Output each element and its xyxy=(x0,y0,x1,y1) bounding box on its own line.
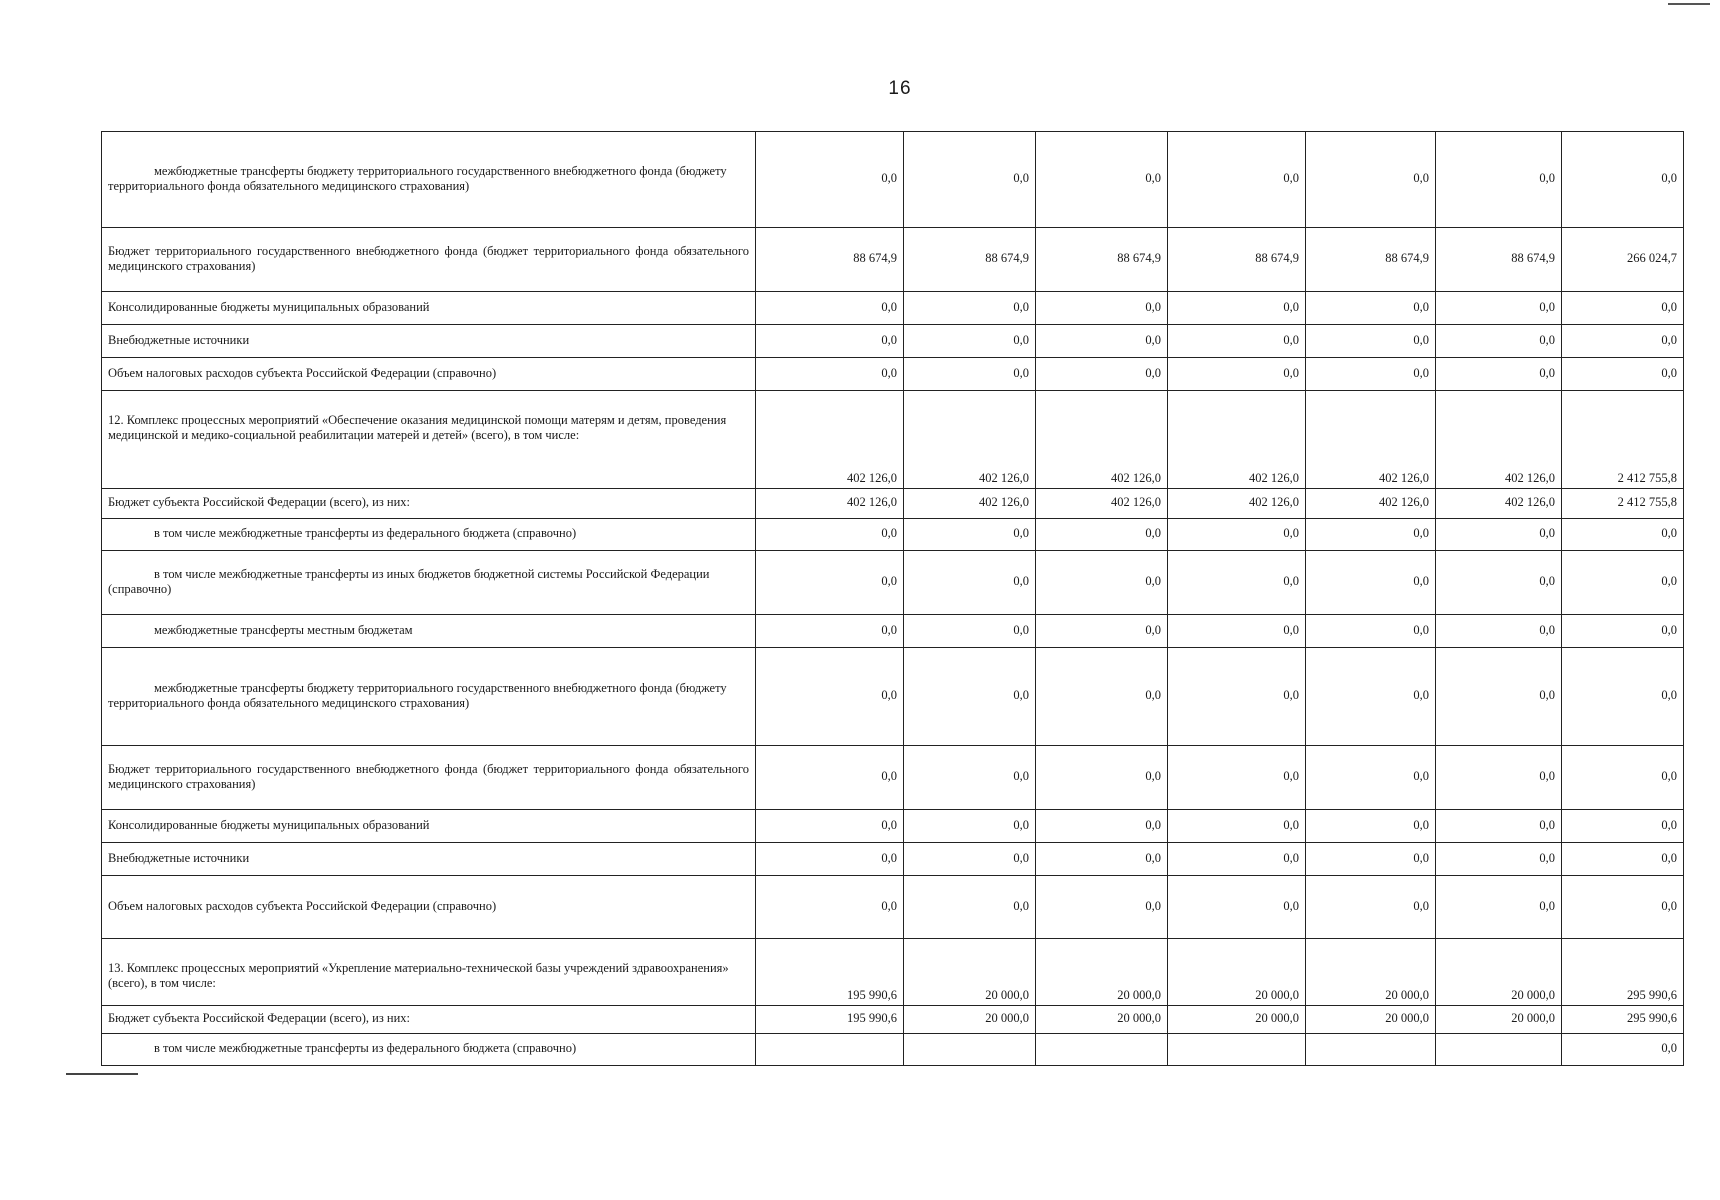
row-value: 0,0 xyxy=(1562,648,1684,746)
row-label: 13. Комплекс процессных мероприятий «Укрепление материально-технической базы учреждений здравоохранения» (всего), в том числе: xyxy=(102,939,756,1006)
row-value: 0,0 xyxy=(1306,132,1436,228)
row-value: 402 126,0 xyxy=(756,391,904,489)
table-row xyxy=(102,1006,1684,1034)
row-value: 0,0 xyxy=(1036,325,1168,358)
row-value: 0,0 xyxy=(904,325,1036,358)
row-value: 0,0 xyxy=(756,843,904,876)
row-value: 0,0 xyxy=(1036,519,1168,551)
row-value xyxy=(904,1034,1036,1066)
row-value: 0,0 xyxy=(1168,746,1306,810)
row-value: 20 000,0 xyxy=(1036,1006,1168,1034)
row-value: 0,0 xyxy=(1436,648,1562,746)
row-value: 0,0 xyxy=(1036,648,1168,746)
row-label: Бюджет субъекта Российской Федерации (всего), из них: xyxy=(102,1006,756,1034)
table-row xyxy=(102,228,1684,292)
row-value: 0,0 xyxy=(1036,132,1168,228)
table-row xyxy=(102,876,1684,939)
table-row xyxy=(102,292,1684,325)
row-value: 0,0 xyxy=(1562,746,1684,810)
row-value: 88 674,9 xyxy=(1306,228,1436,292)
row-value xyxy=(1036,1034,1168,1066)
row-value: 0,0 xyxy=(1168,132,1306,228)
row-value: 195 990,6 xyxy=(756,1006,904,1034)
row-label: межбюджетные трансферты бюджету территориального государственного внебюджетного фонда (бюджету территориального фонда обязательного медицинского страхования) xyxy=(102,648,756,746)
row-value: 402 126,0 xyxy=(1306,489,1436,519)
row-value: 0,0 xyxy=(756,648,904,746)
row-value: 20 000,0 xyxy=(1036,939,1168,1006)
table-row-section-header xyxy=(102,939,1684,1006)
row-value: 20 000,0 xyxy=(904,939,1036,1006)
row-value: 0,0 xyxy=(1036,810,1168,843)
row-value xyxy=(1168,1034,1306,1066)
row-value: 0,0 xyxy=(756,325,904,358)
row-value: 402 126,0 xyxy=(1036,489,1168,519)
row-value: 0,0 xyxy=(1168,358,1306,391)
row-value: 0,0 xyxy=(1436,358,1562,391)
row-label: межбюджетные трансферты бюджету территориального государственного внебюджетного фонда (бюджету территориального фонда обязательного медицинского страхования) xyxy=(102,132,756,228)
row-value: 0,0 xyxy=(1168,648,1306,746)
scan-mark-bottom xyxy=(66,1073,138,1075)
table-row xyxy=(102,489,1684,519)
table-row xyxy=(102,615,1684,648)
row-value: 20 000,0 xyxy=(904,1006,1036,1034)
table-body xyxy=(102,132,1684,1066)
row-label: в том числе межбюджетные трансферты из федерального бюджета (справочно) xyxy=(102,1034,756,1066)
row-value: 0,0 xyxy=(1306,358,1436,391)
row-value: 0,0 xyxy=(756,132,904,228)
table-row xyxy=(102,132,1684,228)
row-value: 0,0 xyxy=(904,358,1036,391)
row-value: 88 674,9 xyxy=(1436,228,1562,292)
row-label: Бюджет субъекта Российской Федерации (всего), из них: xyxy=(102,489,756,519)
row-value: 0,0 xyxy=(1036,292,1168,325)
row-value: 0,0 xyxy=(1436,810,1562,843)
row-value: 0,0 xyxy=(1562,1034,1684,1066)
row-label: межбюджетные трансферты местным бюджетам xyxy=(102,615,756,648)
table-row-section-header xyxy=(102,391,1684,489)
row-value: 0,0 xyxy=(904,876,1036,939)
row-value: 295 990,6 xyxy=(1562,1006,1684,1034)
row-value: 0,0 xyxy=(756,551,904,615)
row-value: 195 990,6 xyxy=(756,939,904,1006)
row-label: Внебюджетные источники xyxy=(102,325,756,358)
row-value: 0,0 xyxy=(1036,876,1168,939)
table-row xyxy=(102,551,1684,615)
row-value: 0,0 xyxy=(1562,810,1684,843)
row-value: 0,0 xyxy=(1036,615,1168,648)
row-value: 0,0 xyxy=(1168,325,1306,358)
row-value: 0,0 xyxy=(1306,325,1436,358)
row-value: 0,0 xyxy=(1168,615,1306,648)
row-value xyxy=(1306,1034,1436,1066)
row-value: 0,0 xyxy=(1306,746,1436,810)
row-value: 20 000,0 xyxy=(1168,939,1306,1006)
table-row xyxy=(102,648,1684,746)
row-value: 0,0 xyxy=(904,519,1036,551)
row-value: 266 024,7 xyxy=(1562,228,1684,292)
row-value: 0,0 xyxy=(1436,519,1562,551)
row-value: 2 412 755,8 xyxy=(1562,391,1684,489)
row-value: 402 126,0 xyxy=(1036,391,1168,489)
row-value: 0,0 xyxy=(756,292,904,325)
row-value: 0,0 xyxy=(1436,746,1562,810)
row-value: 0,0 xyxy=(756,746,904,810)
row-value: 0,0 xyxy=(1306,615,1436,648)
row-value: 402 126,0 xyxy=(904,489,1036,519)
row-value: 402 126,0 xyxy=(1168,391,1306,489)
row-value: 402 126,0 xyxy=(1306,391,1436,489)
row-value: 0,0 xyxy=(1306,292,1436,325)
row-label: Консолидированные бюджеты муниципальных образований xyxy=(102,810,756,843)
row-value: 0,0 xyxy=(756,519,904,551)
row-value: 0,0 xyxy=(1436,551,1562,615)
row-value: 0,0 xyxy=(1306,519,1436,551)
row-value: 0,0 xyxy=(756,876,904,939)
row-value: 0,0 xyxy=(756,810,904,843)
row-value: 0,0 xyxy=(904,132,1036,228)
row-value: 0,0 xyxy=(756,615,904,648)
row-value: 0,0 xyxy=(904,648,1036,746)
row-value: 0,0 xyxy=(1562,358,1684,391)
row-value: 402 126,0 xyxy=(1436,391,1562,489)
row-value: 88 674,9 xyxy=(1168,228,1306,292)
row-value: 20 000,0 xyxy=(1436,939,1562,1006)
row-value: 0,0 xyxy=(1306,876,1436,939)
row-value: 0,0 xyxy=(1168,519,1306,551)
row-value: 402 126,0 xyxy=(1436,489,1562,519)
row-value xyxy=(1436,1034,1562,1066)
row-value: 0,0 xyxy=(1306,843,1436,876)
row-value: 0,0 xyxy=(1562,615,1684,648)
row-value: 0,0 xyxy=(1562,132,1684,228)
table-row xyxy=(102,519,1684,551)
row-value: 402 126,0 xyxy=(904,391,1036,489)
row-value: 88 674,9 xyxy=(756,228,904,292)
table-row xyxy=(102,1034,1684,1066)
row-label: Бюджет территориального государственного внебюджетного фонда (бюджет территориального фонда обязательного медицинского страхования) xyxy=(102,746,756,810)
row-value: 20 000,0 xyxy=(1436,1006,1562,1034)
row-value: 0,0 xyxy=(1306,551,1436,615)
row-value: 0,0 xyxy=(1036,551,1168,615)
row-value: 0,0 xyxy=(1562,325,1684,358)
row-label: в том числе межбюджетные трансферты из федерального бюджета (справочно) xyxy=(102,519,756,551)
row-value: 402 126,0 xyxy=(1168,489,1306,519)
table-row xyxy=(102,843,1684,876)
row-value: 0,0 xyxy=(1436,615,1562,648)
row-value: 0,0 xyxy=(1562,843,1684,876)
row-value: 0,0 xyxy=(1562,876,1684,939)
row-value: 0,0 xyxy=(1436,292,1562,325)
row-value: 20 000,0 xyxy=(1306,1006,1436,1034)
row-value xyxy=(756,1034,904,1066)
table-row xyxy=(102,810,1684,843)
row-value: 0,0 xyxy=(1562,551,1684,615)
table-row xyxy=(102,325,1684,358)
row-value: 0,0 xyxy=(1306,648,1436,746)
row-value: 0,0 xyxy=(1562,519,1684,551)
row-value: 0,0 xyxy=(1168,292,1306,325)
row-label: Объем налоговых расходов субъекта Российской Федерации (справочно) xyxy=(102,876,756,939)
table-row xyxy=(102,358,1684,391)
row-label: Бюджет территориального государственного внебюджетного фонда (бюджет территориального фонда обязательного медицинского страхования) xyxy=(102,228,756,292)
table-row xyxy=(102,746,1684,810)
row-value: 0,0 xyxy=(1436,325,1562,358)
row-label: Консолидированные бюджеты муниципальных образований xyxy=(102,292,756,325)
row-value: 0,0 xyxy=(1436,132,1562,228)
row-value: 0,0 xyxy=(904,746,1036,810)
row-value: 20 000,0 xyxy=(1168,1006,1306,1034)
row-value: 295 990,6 xyxy=(1562,939,1684,1006)
row-value: 0,0 xyxy=(1168,843,1306,876)
row-label: Внебюджетные источники xyxy=(102,843,756,876)
row-value: 0,0 xyxy=(904,615,1036,648)
row-value: 2 412 755,8 xyxy=(1562,489,1684,519)
row-value: 0,0 xyxy=(904,843,1036,876)
row-value: 0,0 xyxy=(756,358,904,391)
row-value: 0,0 xyxy=(1168,551,1306,615)
row-label: в том числе межбюджетные трансферты из иных бюджетов бюджетной системы Российской Федерации (справочно) xyxy=(102,551,756,615)
row-label: Объем налоговых расходов субъекта Российской Федерации (справочно) xyxy=(102,358,756,391)
row-value: 0,0 xyxy=(904,810,1036,843)
row-value: 20 000,0 xyxy=(1306,939,1436,1006)
page-number: 16 xyxy=(888,78,912,99)
row-value: 0,0 xyxy=(1036,843,1168,876)
row-value: 0,0 xyxy=(1436,876,1562,939)
row-value: 88 674,9 xyxy=(904,228,1036,292)
row-value: 0,0 xyxy=(1306,810,1436,843)
row-value: 0,0 xyxy=(904,292,1036,325)
row-label: 12. Комплекс процессных мероприятий «Обеспечение оказания медицинской помощи матерям и детям, проведения медицинской и медико-социальной реабилитации матерей и детей» (всего), в том числе: xyxy=(102,391,756,489)
row-value: 0,0 xyxy=(1436,843,1562,876)
row-value: 402 126,0 xyxy=(756,489,904,519)
row-value: 0,0 xyxy=(1036,746,1168,810)
row-value: 0,0 xyxy=(1036,358,1168,391)
row-value: 0,0 xyxy=(1168,876,1306,939)
scan-mark-top xyxy=(1668,3,1710,5)
row-value: 88 674,9 xyxy=(1036,228,1168,292)
row-value: 0,0 xyxy=(1562,292,1684,325)
row-value: 0,0 xyxy=(1168,810,1306,843)
row-value: 0,0 xyxy=(904,551,1036,615)
budget-table xyxy=(101,131,1684,1066)
